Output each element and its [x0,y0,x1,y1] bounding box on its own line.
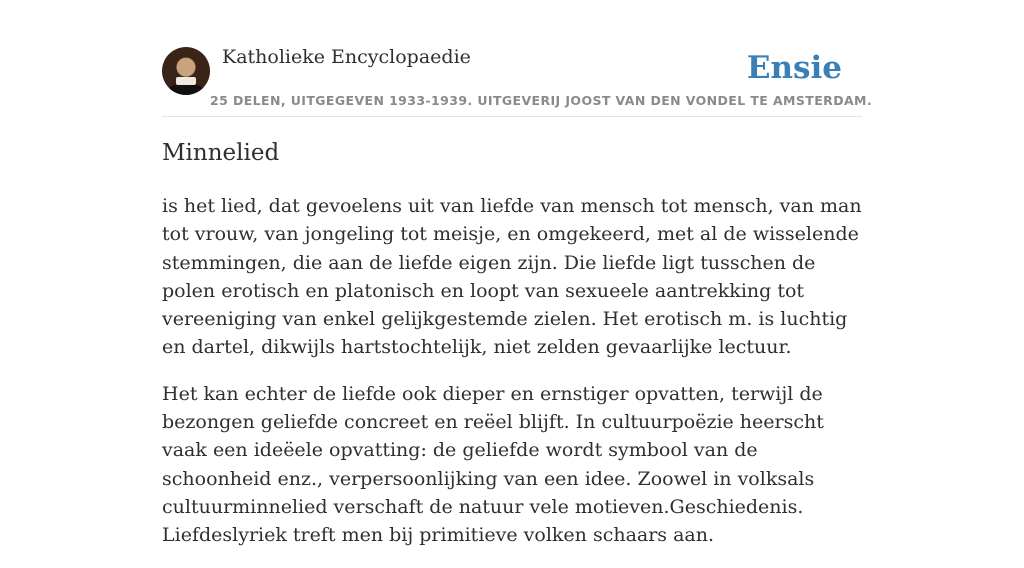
book-meta: 25 DELEN, UITGEGEVEN 1933-1939. UITGEVERIJ JOOST VAN DEN VONDEL TE AMSTERDAM. [210,93,873,108]
portrait-collar-shape [176,77,196,85]
article-title: Minnelied [162,140,280,166]
book-title-link[interactable]: Katholieke Encyclopaedie [222,46,471,68]
author-portrait-avatar[interactable] [162,47,210,95]
article-paragraph-2: Het kan echter de liefde ook dieper en ernstiger opvatten, terwijl de bezongen geliefde concreet en reëel blijft. In cultuurpoëzie heerscht vaak een ideëele opvatting: de geliefde wordt symbool van de schoonheid enz., verpersoonlijking van een idee. Zoowel in volksals cultuurminnelied verschaft de natuur vele motieven.Geschiedenis. Liefdeslyriek treft men bij primitieve volken schaars aan. [162,382,824,547]
article-body [162,192,867,568]
article-paragraph-1: is het lied, dat gevoelens uit van liefde van mensch tot mensch, van man tot vrouw, van jongeling tot meisje, en omgekeerd, met al de wisselende stemmingen, die aan de liefde eigen zijn. Die liefde ligt tusschen de polen erotisch en platonisch en loopt van sexueele aantrekking tot vereeniging van enkel gelijkgestemde zielen. Het erotisch m. is luchtig en dartel, dikwijls hartstochtelijk, niet zelden gevaarlijke lectuur. [162,195,862,359]
site-header [162,44,873,117]
ensie-logo-link[interactable]: Ensie [746,50,842,86]
